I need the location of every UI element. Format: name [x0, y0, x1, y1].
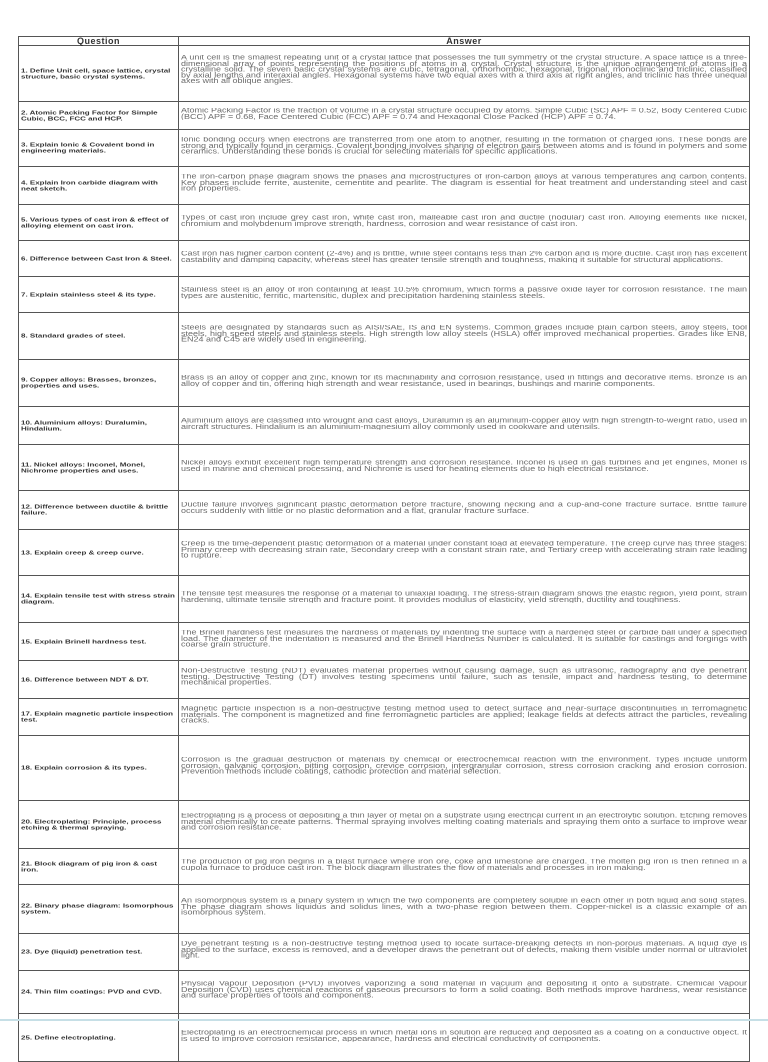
- answer-text: Magnetic particle inspection is a non-destructive testing method used to detect surface and near-surface discontinuities in ferromagnetic materials. The component is magnetized and fine ferromagnetic particles are applied; leakage fields at defects attract the particles, revealing cracks.: [181, 705, 747, 724]
- table-row: [19, 801, 750, 849]
- table-row: [19, 277, 750, 313]
- question-text: 11. Nickel alloys: Inconel, Monel, Nichrome properties and uses.: [21, 461, 146, 474]
- question-cell: [19, 623, 179, 661]
- question-cell: [19, 167, 179, 205]
- question-cell: [19, 277, 179, 313]
- document-page: [18, 36, 749, 1042]
- answer-cell: [179, 576, 750, 623]
- answer-text: Nickel alloys exhibit excellent high temperature strength and corrosion resistance. Inconel is used in gas turbines and jet engines, Monel is used in marine and chemical processing, and Nichrome is used for heating elements due to high electrical resistance.: [181, 459, 747, 472]
- answer-cell: [179, 102, 750, 130]
- question-text: 5. Various types of cast iron & effect of alloying element on cast iron.: [21, 216, 169, 229]
- answer-cell: [179, 205, 750, 241]
- question-cell: [19, 205, 179, 241]
- question-text: 9. Copper alloys: Brasses, bronzes, properties and uses.: [21, 376, 157, 389]
- question-text: 3. Explain Ionic & Covalent bond in engineering materials.: [21, 141, 155, 154]
- question-text: 20. Electroplating: Principle, process etching & thermal spraying.: [21, 818, 162, 831]
- answer-cell: [179, 241, 750, 277]
- answer-cell: [179, 407, 750, 445]
- question-text: 4. Explain Iron carbide diagram with neat sketch.: [21, 179, 158, 192]
- question-text: 14. Explain tensile test with stress strain diagram.: [21, 592, 175, 605]
- answer-text: Dye penetrant testing is a non-destructive testing method used to locate surface-breaking defects in non-porous materials. A liquid dye is applied to the surface, excess is removed, and a developer draws the penetrant out of defects, making them visible under normal or ultraviolet light.: [181, 940, 747, 959]
- table-row: [19, 661, 750, 699]
- answer-cell: [179, 130, 750, 167]
- answer-cell: [179, 167, 750, 205]
- answer-text: Electroplating is a process of depositing a thin layer of metal on a substrate using electrical current in an electrolytic solution. Etching removes material chemically to create patterns. Thermal spraying involves melting coating materials and spraying them onto a surface to improve wear and corrosion resistance.: [181, 813, 747, 831]
- answer-cell: [179, 971, 750, 1014]
- answer-text: Ionic bonding occurs when electrons are transferred from one atom to another, resulting in the formation of charged ions. These bonds are strong and typically found in ceramics. Covalent bonding involves sharing of electron pairs between atoms and is found in polymers and some ceramics. Understanding these bonds is crucial for selecting materials for specific applications.: [181, 136, 747, 155]
- question-cell: [19, 661, 179, 699]
- page-bottom-divider: [0, 1019, 768, 1021]
- answer-cell: [179, 491, 750, 530]
- question-cell: [19, 445, 179, 491]
- table-row: [19, 360, 750, 407]
- table-row: [19, 530, 750, 576]
- question-text: 1. Define Unit cell, space lattice, crystal structure, basic crystal systems.: [21, 67, 171, 80]
- answer-text: Non-Destructive Testing (NDT) evaluates material properties without causing damage, such as ultrasonic, radiography and dye penetrant testing. Destructive Testing (DT) involves testing specimens until failure, such as tensile, impact and hardness testing, to determine mechanical properties.: [181, 668, 747, 686]
- qa-table: [18, 36, 750, 1062]
- table-header-row: [19, 37, 750, 46]
- question-cell: [19, 576, 179, 623]
- question-cell: [19, 407, 179, 445]
- table-row: [19, 623, 750, 661]
- answer-text: Atomic Packing Factor is the fraction of volume in a crystal structure occupied by atoms. Simple Cubic (SC) APF = 0.52, Body Centered Cubic (BCC) APF = 0.68, Face Centered Cubic (FCC) APF = 0.74 and Hexagonal Close Packed (HCP) APF = 0.74.: [181, 107, 747, 120]
- answer-cell: [179, 445, 750, 491]
- question-cell: [19, 736, 179, 801]
- answer-text: Electroplating is an electrochemical process in which metal ions in solution are reduced and deposited as a coating on a conductive object. It is used to improve corrosion resistance, appearance, hardness and electrical conductivity of components.: [181, 1029, 747, 1042]
- table-row: [19, 313, 750, 360]
- answer-text: An isomorphous system is a binary system in which the two components are completely soluble in each other in both liquid and solid states. The phase diagram shows liquidus and solidus lines, with a two-phase region between them. Copper-nickel is a classic example of an isomorphous system.: [181, 897, 747, 916]
- question-text: 12. Difference between ductile & brittle failure.: [21, 503, 169, 516]
- answer-cell: [179, 360, 750, 407]
- question-cell: [19, 241, 179, 277]
- answer-text: Corrosion is the gradual destruction of materials by chemical or electrochemical reaction with the environment. Types include uniform corrosion, galvanic corrosion, pitting corrosion, crevice corrosion, intergranular corrosion, stress corrosion cracking and erosion corrosion. Prevention methods include coatings, cathodic protection and material selection.: [181, 756, 747, 775]
- question-text: 22. Binary phase diagram: Isomorphous system.: [21, 902, 174, 915]
- question-text: 8. Standard grades of steel.: [21, 332, 126, 339]
- question-cell: [19, 313, 179, 360]
- question-text: 13. Explain creep & creep curve.: [21, 548, 144, 556]
- question-text: 10. Aluminium alloys: Duralumin, Hindalium.: [21, 419, 147, 432]
- question-cell: [19, 971, 179, 1014]
- table-row: [19, 205, 750, 241]
- question-text: 24. Thin film coatings: PVD and CVD.: [21, 988, 162, 995]
- answer-text: Steels are designated by standards such as AISI/SAE, IS and EN systems. Common grades include plain carbon steels, alloy steels, tool steels, high speed steels and stainless steels. High strength low alloy steels (HSLA) offer improved mechanical properties. Grades like EN8, EN24 and C45 are widely used in engineering.: [181, 324, 747, 343]
- question-text: 6. Difference between Cast Iron & Steel.: [21, 254, 172, 262]
- answer-text: The tensile test measures the response of a material to uniaxial loading. The stress-strain diagram shows the elastic region, yield point, strain hardening, ultimate tensile strength and fracture point. It provides modulus of elasticity, yield strength, ductility and toughness.: [181, 591, 747, 604]
- answer-cell: [179, 313, 750, 360]
- question-cell: [19, 130, 179, 167]
- table-row: [19, 241, 750, 277]
- answer-cell: [179, 46, 750, 102]
- answer-text: Creep is the time-dependent plastic deformation of a material under constant load at elevated temperature. The creep curve has three stages: Primary creep with decreasing strain rate, Secondary creep with a constant strain rate, and Tertiary creep with accelerating strain rate leading to rupture.: [181, 541, 747, 559]
- table-row: [19, 167, 750, 205]
- question-text: 2. Atomic Packing Factor for Simple Cubic, BCC, FCC and HCP.: [21, 109, 158, 122]
- question-cell: [19, 360, 179, 407]
- answer-cell: [179, 736, 750, 801]
- answer-cell: [179, 661, 750, 699]
- answer-cell: [179, 849, 750, 885]
- answer-cell: [179, 699, 750, 736]
- answer-text: Aluminium alloys are classified into wrought and cast alloys. Duralumin is an aluminium-copper alloy with high strength-to-weight ratio, used in aircraft structures. Hindalium is an aluminium-magnesium alloy commonly used in cookware and utensils.: [181, 417, 747, 430]
- answer-cell: [179, 623, 750, 661]
- question-text: 21. Block diagram of pig iron & cast iron.: [21, 860, 158, 873]
- table-row: [19, 445, 750, 491]
- answer-text: Cast iron has higher carbon content (2-4%) and is brittle, while steel contains less than 2% carbon and is more ductile. Cast iron has excellent castability and damping capacity, whereas steel has greater tensile strength and toughness, making it suitable for structural applications.: [181, 250, 747, 263]
- table-row: [19, 736, 750, 801]
- question-cell: [19, 699, 179, 736]
- answer-text: Types of cast iron include grey cast iron, white cast iron, malleable cast iron and ductile (nodular) cast iron. Alloying elements like nickel, chromium and molybdenum improve strength, hardness, corrosion and wear resistance of cast iron.: [181, 214, 747, 227]
- question-cell: [19, 934, 179, 971]
- question-text: 23. Dye (liquid) penetration test.: [21, 948, 143, 955]
- table-row: [19, 491, 750, 530]
- question-cell: [19, 102, 179, 130]
- answer-text: Physical Vapour Deposition (PVD) involves vaporizing a solid material in vacuum and depositing it onto a substrate. Chemical Vapour Deposition (CVD) uses chemical reactions of gaseous precursors to form a solid coating. Both methods improve hardness, wear resistance and surface properties of tools and components.: [181, 980, 747, 999]
- question-text: 17. Explain magnetic particle inspection test.: [21, 710, 174, 723]
- table-row: [19, 849, 750, 885]
- question-cell: [19, 491, 179, 530]
- qa-table-body: [19, 46, 750, 1062]
- table-row: [19, 971, 750, 1014]
- question-cell: [19, 801, 179, 849]
- question-text: 15. Explain Brinell hardness test.: [21, 637, 147, 645]
- table-row: [19, 407, 750, 445]
- answer-text: Ductile failure involves significant plastic deformation before fracture, showing necking and a cup-and-cone fracture surface. Brittle failure occurs suddenly with little or no plastic deformation and a flat, granular fracture surface.: [181, 502, 747, 515]
- answer-text: The production of pig iron begins in a blast furnace where iron ore, coke and limestone are charged. The molten pig iron is then refined in a cupola furnace to produce cast iron. The block diagram illustrates the flow of materials and processes in iron making.: [181, 858, 747, 871]
- question-cell: [19, 530, 179, 576]
- question-cell: [19, 46, 179, 102]
- answer-text: Stainless steel is an alloy of iron containing at least 10.5% chromium, which forms a passive oxide layer for corrosion resistance. The main types are austenitic, ferritic, martensitic, duplex and precipitation hardening stainless steels.: [181, 286, 747, 299]
- answer-text: A unit cell is the smallest repeating unit of a crystal lattice that possesses the full symmetry of the crystal structure. A space lattice is a three-dimensional array of points representing the positions of atoms in a crystal. Crystal structure is the unique arrangement of atoms in a crystalline solid. The seven basic crystal systems are cubic, tetragonal, orthorhombic, hexagonal, trigonal, monoclinic and triclinic, classified by axial lengths and interaxial angles. Hexagonal systems have two equal axes with a third axis at right angles, and triclinic has three unequal axes with all oblique angles.: [181, 54, 747, 85]
- table-row: [19, 699, 750, 736]
- answer-cell: [179, 801, 750, 849]
- answer-cell: [179, 934, 750, 971]
- question-text: 7. Explain stainless steel & its type.: [21, 290, 156, 298]
- answer-column-header: Answer: [179, 37, 750, 46]
- answer-text: Brass is an alloy of copper and zinc, known for its machinability and corrosion resistance, used in fittings and decorative items. Bronze is an alloy of copper and tin, offering high strength and wear resistance, used in bearings, bushings and marine components.: [181, 375, 747, 388]
- answer-text: The Brinell hardness test measures the hardness of materials by indenting the surface with a hardened steel or carbide ball under a specified load. The diameter of the indentation is measured and the Brinell Hardness Number is calculated. It is suitable for castings and forgings with coarse grain structure.: [181, 630, 747, 648]
- table-row: [19, 885, 750, 934]
- table-row: [19, 130, 750, 167]
- question-text: 16. Difference between NDT & DT.: [21, 675, 149, 683]
- answer-text: The iron-carbon phase diagram shows the phases and microstructures of iron-carbon alloys at various temperatures and carbon contents. Key phases include ferrite, austenite, cementite and pearlite. The diagram is essential for heat treatment and understanding steel and cast iron properties.: [181, 174, 747, 192]
- question-cell: [19, 885, 179, 934]
- question-text: 18. Explain corrosion & its types.: [21, 764, 147, 771]
- question-column-header: Question: [19, 37, 179, 46]
- table-row: [19, 934, 750, 971]
- table-row: [19, 46, 750, 102]
- answer-cell: [179, 885, 750, 934]
- table-row: [19, 576, 750, 623]
- table-row: [19, 102, 750, 130]
- question-text: 25. Define electroplating.: [21, 1033, 116, 1041]
- answer-cell: [179, 277, 750, 313]
- answer-cell: [179, 530, 750, 576]
- question-cell: [19, 849, 179, 885]
